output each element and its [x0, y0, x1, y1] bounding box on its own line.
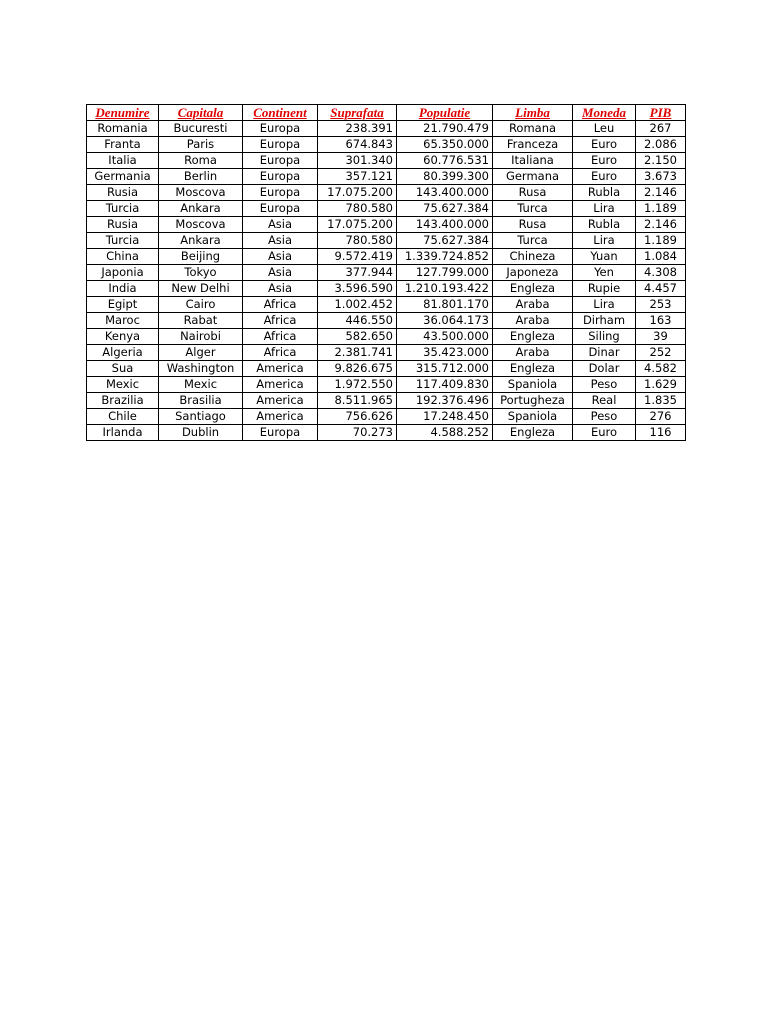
table-row [87, 345, 686, 361]
cell-populatie: 80.399.300 [397, 169, 493, 185]
cell-capitala: Nairobi [159, 329, 243, 345]
cell-moneda: Euro [573, 169, 636, 185]
cell-suprafata: 446.550 [318, 313, 397, 329]
cell-pib: 163 [636, 313, 686, 329]
cell-continent: Africa [243, 329, 318, 345]
cell-populatie: 43.500.000 [397, 329, 493, 345]
cell-capitala: Rabat [159, 313, 243, 329]
cell-suprafata: 780.580 [318, 233, 397, 249]
country-data-table [86, 104, 686, 441]
table-row [87, 137, 686, 153]
cell-limba: Engleza [493, 281, 573, 297]
table-row [87, 185, 686, 201]
cell-denumire: China [87, 249, 159, 265]
cell-limba: Turca [493, 201, 573, 217]
cell-populatie: 60.776.531 [397, 153, 493, 169]
cell-continent: Asia [243, 233, 318, 249]
cell-moneda: Peso [573, 409, 636, 425]
cell-moneda: Rubla [573, 217, 636, 233]
cell-capitala: Cairo [159, 297, 243, 313]
cell-continent: Africa [243, 313, 318, 329]
cell-limba: Araba [493, 297, 573, 313]
cell-populatie: 315.712.000 [397, 361, 493, 377]
cell-capitala: Moscova [159, 217, 243, 233]
table-row [87, 313, 686, 329]
cell-capitala: Brasilia [159, 393, 243, 409]
table-row [87, 377, 686, 393]
cell-limba: Turca [493, 233, 573, 249]
table-row [87, 153, 686, 169]
cell-moneda: Real [573, 393, 636, 409]
cell-denumire: Maroc [87, 313, 159, 329]
cell-continent: America [243, 393, 318, 409]
cell-suprafata: 3.596.590 [318, 281, 397, 297]
cell-denumire: Chile [87, 409, 159, 425]
table-row [87, 217, 686, 233]
cell-continent: Europa [243, 121, 318, 137]
cell-moneda: Lira [573, 201, 636, 217]
cell-continent: Europa [243, 169, 318, 185]
cell-limba: Romana [493, 121, 573, 137]
cell-denumire: Sua [87, 361, 159, 377]
cell-moneda: Yuan [573, 249, 636, 265]
cell-moneda: Leu [573, 121, 636, 137]
cell-denumire: India [87, 281, 159, 297]
table-row [87, 281, 686, 297]
cell-capitala: Moscova [159, 185, 243, 201]
cell-populatie: 21.790.479 [397, 121, 493, 137]
cell-continent: Africa [243, 345, 318, 361]
cell-denumire: Brazilia [87, 393, 159, 409]
cell-pib: 276 [636, 409, 686, 425]
table-row [87, 233, 686, 249]
column-header-capitala: Capitala [159, 105, 243, 121]
cell-suprafata: 756.626 [318, 409, 397, 425]
cell-denumire: Franta [87, 137, 159, 153]
cell-continent: America [243, 409, 318, 425]
cell-populatie: 143.400.000 [397, 185, 493, 201]
cell-populatie: 4.588.252 [397, 425, 493, 441]
cell-denumire: Irlanda [87, 425, 159, 441]
cell-capitala: Alger [159, 345, 243, 361]
cell-denumire: Egipt [87, 297, 159, 313]
cell-pib: 267 [636, 121, 686, 137]
table-row [87, 425, 686, 441]
cell-pib: 4.457 [636, 281, 686, 297]
cell-suprafata: 70.273 [318, 425, 397, 441]
cell-moneda: Lira [573, 233, 636, 249]
cell-moneda: Dolar [573, 361, 636, 377]
cell-denumire: Japonia [87, 265, 159, 281]
table-body [87, 121, 686, 441]
cell-denumire: Italia [87, 153, 159, 169]
cell-denumire: Turcia [87, 201, 159, 217]
cell-populatie: 35.423.000 [397, 345, 493, 361]
table-row [87, 169, 686, 185]
cell-populatie: 81.801.170 [397, 297, 493, 313]
cell-continent: America [243, 361, 318, 377]
cell-pib: 4.308 [636, 265, 686, 281]
cell-moneda: Rubla [573, 185, 636, 201]
table-row [87, 249, 686, 265]
cell-moneda: Dirham [573, 313, 636, 329]
cell-limba: Chineza [493, 249, 573, 265]
cell-capitala: New Delhi [159, 281, 243, 297]
cell-limba: Rusa [493, 185, 573, 201]
cell-populatie: 75.627.384 [397, 201, 493, 217]
cell-capitala: Santiago [159, 409, 243, 425]
cell-moneda: Yen [573, 265, 636, 281]
cell-capitala: Ankara [159, 233, 243, 249]
cell-pib: 2.146 [636, 185, 686, 201]
cell-capitala: Berlin [159, 169, 243, 185]
cell-pib: 116 [636, 425, 686, 441]
cell-suprafata: 377.944 [318, 265, 397, 281]
cell-denumire: Mexic [87, 377, 159, 393]
cell-populatie: 127.799.000 [397, 265, 493, 281]
column-header-moneda: Moneda [573, 105, 636, 121]
cell-continent: Europa [243, 153, 318, 169]
cell-pib: 252 [636, 345, 686, 361]
cell-moneda: Euro [573, 153, 636, 169]
table-row [87, 393, 686, 409]
cell-suprafata: 1.002.452 [318, 297, 397, 313]
cell-pib: 1.835 [636, 393, 686, 409]
cell-moneda: Dinar [573, 345, 636, 361]
cell-denumire: Algeria [87, 345, 159, 361]
cell-pib: 1.189 [636, 233, 686, 249]
column-header-continent: Continent [243, 105, 318, 121]
cell-moneda: Euro [573, 425, 636, 441]
cell-limba: Spaniola [493, 409, 573, 425]
table-header-row [87, 105, 686, 121]
table-row [87, 265, 686, 281]
cell-limba: Germana [493, 169, 573, 185]
cell-suprafata: 301.340 [318, 153, 397, 169]
column-header-denumire: Denumire [87, 105, 159, 121]
table-row [87, 361, 686, 377]
cell-pib: 1.084 [636, 249, 686, 265]
cell-capitala: Tokyo [159, 265, 243, 281]
cell-limba: Franceza [493, 137, 573, 153]
cell-pib: 4.582 [636, 361, 686, 377]
cell-populatie: 36.064.173 [397, 313, 493, 329]
cell-denumire: Turcia [87, 233, 159, 249]
cell-denumire: Romania [87, 121, 159, 137]
cell-pib: 2.150 [636, 153, 686, 169]
cell-populatie: 117.409.830 [397, 377, 493, 393]
table-row [87, 121, 686, 137]
table-row [87, 329, 686, 345]
cell-continent: Africa [243, 297, 318, 313]
cell-capitala: Bucuresti [159, 121, 243, 137]
cell-suprafata: 582.650 [318, 329, 397, 345]
cell-denumire: Kenya [87, 329, 159, 345]
cell-suprafata: 357.121 [318, 169, 397, 185]
cell-moneda: Rupie [573, 281, 636, 297]
cell-suprafata: 780.580 [318, 201, 397, 217]
table-row [87, 201, 686, 217]
cell-capitala: Beijing [159, 249, 243, 265]
cell-suprafata: 9.826.675 [318, 361, 397, 377]
cell-limba: Engleza [493, 425, 573, 441]
cell-populatie: 75.627.384 [397, 233, 493, 249]
cell-continent: Asia [243, 281, 318, 297]
cell-suprafata: 2.381.741 [318, 345, 397, 361]
column-header-populatie: Populatie [397, 105, 493, 121]
cell-limba: Araba [493, 313, 573, 329]
cell-continent: Europa [243, 201, 318, 217]
cell-moneda: Euro [573, 137, 636, 153]
cell-suprafata: 17.075.200 [318, 217, 397, 233]
cell-limba: Portugheza [493, 393, 573, 409]
cell-pib: 1.189 [636, 201, 686, 217]
column-header-suprafata: Suprafata [318, 105, 397, 121]
cell-limba: Japoneza [493, 265, 573, 281]
cell-suprafata: 9.572.419 [318, 249, 397, 265]
cell-suprafata: 17.075.200 [318, 185, 397, 201]
column-header-pib: PIB [636, 105, 686, 121]
cell-populatie: 1.210.193.422 [397, 281, 493, 297]
cell-populatie: 17.248.450 [397, 409, 493, 425]
cell-moneda: Siling [573, 329, 636, 345]
cell-suprafata: 8.511.965 [318, 393, 397, 409]
cell-denumire: Rusia [87, 185, 159, 201]
cell-pib: 253 [636, 297, 686, 313]
cell-moneda: Peso [573, 377, 636, 393]
cell-continent: Europa [243, 185, 318, 201]
cell-suprafata: 1.972.550 [318, 377, 397, 393]
cell-limba: Rusa [493, 217, 573, 233]
cell-populatie: 1.339.724.852 [397, 249, 493, 265]
cell-populatie: 65.350.000 [397, 137, 493, 153]
cell-pib: 2.086 [636, 137, 686, 153]
cell-capitala: Roma [159, 153, 243, 169]
cell-pib: 2.146 [636, 217, 686, 233]
cell-limba: Engleza [493, 329, 573, 345]
column-header-limba: Limba [493, 105, 573, 121]
table-row [87, 297, 686, 313]
cell-continent: Europa [243, 137, 318, 153]
cell-denumire: Rusia [87, 217, 159, 233]
cell-limba: Araba [493, 345, 573, 361]
cell-continent: Europa [243, 425, 318, 441]
cell-continent: Asia [243, 217, 318, 233]
cell-continent: Asia [243, 265, 318, 281]
cell-pib: 3.673 [636, 169, 686, 185]
cell-suprafata: 238.391 [318, 121, 397, 137]
cell-capitala: Ankara [159, 201, 243, 217]
cell-limba: Spaniola [493, 377, 573, 393]
cell-capitala: Dublin [159, 425, 243, 441]
cell-capitala: Washington [159, 361, 243, 377]
cell-pib: 39 [636, 329, 686, 345]
cell-continent: Asia [243, 249, 318, 265]
cell-denumire: Germania [87, 169, 159, 185]
cell-limba: Engleza [493, 361, 573, 377]
cell-capitala: Mexic [159, 377, 243, 393]
cell-pib: 1.629 [636, 377, 686, 393]
cell-moneda: Lira [573, 297, 636, 313]
cell-populatie: 192.376.496 [397, 393, 493, 409]
table-row [87, 409, 686, 425]
cell-capitala: Paris [159, 137, 243, 153]
cell-limba: Italiana [493, 153, 573, 169]
cell-continent: America [243, 377, 318, 393]
cell-suprafata: 674.843 [318, 137, 397, 153]
cell-populatie: 143.400.000 [397, 217, 493, 233]
